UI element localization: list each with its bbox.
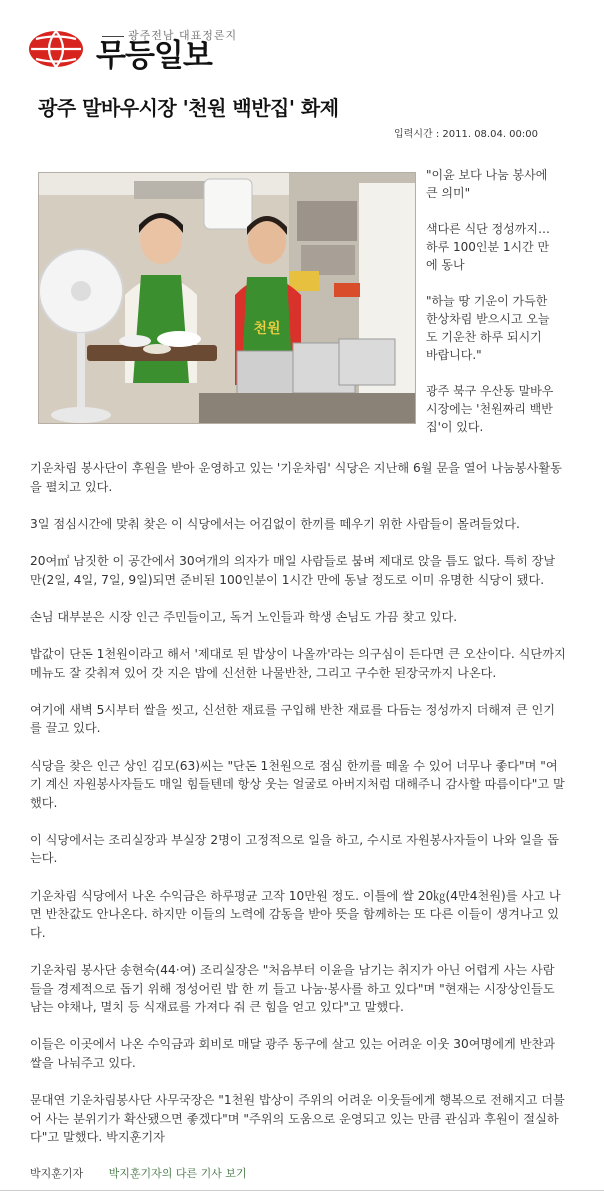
byline-author: 박지훈기자 (30, 1167, 84, 1180)
article-timestamp: 입력시간 : 2011. 08.04. 00:00 (394, 129, 538, 140)
article-paragraph: 밥값이 단돈 1천원이라고 해서 '제대로 된 밥상이 나올까'라는 의구심이 든다면 큰 오산이다. 식단까지 메뉴도 잘 갖춰져 있어 갓 지은 밥에 신선한 나물반찬, 그리고 구수한 된장국까지 나온다. (30, 646, 566, 680)
article-sidebar (426, 166, 554, 454)
more-articles-link[interactable]: 박지훈기자의 다른 기사 보기 (108, 1167, 247, 1180)
photo-illustration (39, 173, 416, 424)
sidebar-line: "이윤 보다 나눔 봉사에 큰 의미" (426, 168, 548, 200)
article-paragraph: 기운차림 봉사단이 후원을 받아 운영하고 있는 '기운차림' 식당은 지난해 6월 문을 열어 나눔봉사활동을 펼치고 있다. (30, 461, 562, 494)
paper-name[interactable]: 무등일보 (96, 38, 212, 74)
article-photo (38, 172, 416, 424)
bottom-divider (0, 1190, 604, 1191)
masthead (28, 26, 288, 76)
sidebar-line: "하늘 땅 기운이 가득한 한상차림 받으시고 오늘도 기운찬 하루 되시기 바랍니다." (426, 294, 550, 362)
article-paragraph: 손님 대부분은 시장 인근 주민들이고, 독거 노인들과 학생 손님도 가끔 찾고 있다. (30, 609, 458, 624)
tagline-dash (102, 36, 124, 37)
article-headline: 광주 말바우시장 '천원 백반집' 화제 (38, 96, 339, 120)
sidebar-line: 광주 북구 우산동 말바우 시장에는 '천원짜리 백반집'이 있다. (426, 384, 554, 434)
tagline-text: 광주전남 대표정론지 (128, 29, 238, 42)
article-paragraph: 20여㎡ 남짓한 이 공간에서 30여개의 의자가 매일 사람들로 붐벼 제대로 앉을 틈도 없다. 특히 장날만(2일, 4일, 7일, 9일)되면 준비된 100인분이 1시간 만에 동날 정도로 이미 유명한 식당이 됐다. (30, 553, 556, 587)
sidebar-line: 색다른 식단 정성까지… 하루 100인분 1시간 만에 동나 (426, 222, 550, 272)
article-paragraph: 여기에 새벽 5시부터 쌀을 씻고, 신선한 재료를 구입해 반찬 재료를 다듬는 정성까지 더해져 큰 인기를 끌고 있다. (30, 702, 556, 736)
article-paragraph: 식당을 찾은 인근 상인 김모(63)씨는 "단돈 1천원으로 점심 한끼를 떼울 수 있어 너무나 좋다"며 "여기 계신 자원봉사자들도 매일 힘들텐데 항상 웃는 얼굴로 아버지처럼 대해주니 감사할 따름이다"고 말했다. (30, 758, 565, 810)
globe-logo-icon[interactable] (28, 30, 84, 68)
article-paragraph: 이들은 이곳에서 나온 수익금과 회비로 매달 광주 동구에 살고 있는 어려운 이웃 30여명에게 반찬과 쌀을 나눠주고 있다. (30, 1037, 556, 1070)
article-paragraph: 기운차림 봉사단 송현숙(44·여) 조리실장은 "처음부터 이윤을 남기는 취지가 아닌 어렵게 사는 사람들을 경제적으로 돕기 위해 정성어린 밥 한 끼 들고 나눔·봉사를 하고 있다"며 "현재는 시장상인들도 남는 야채나, 멸치 등 식재료를 가져다 줘 큰 힘을 얻고 있다"고 말했다. (30, 963, 555, 1015)
article-body (30, 459, 566, 1166)
article-paragraph: 기운차림 식당에서 나온 수익금은 하루평균 고작 10만원 정도. 이틀에 쌀 20㎏(4만4천원)를 사고 나면 반찬값도 안나온다. 하지만 이들의 노력에 감동을 받아 뜻을 함께하는 또 다른 이들이 생겨나고 있다. (30, 888, 561, 940)
article-byline (30, 1165, 247, 1181)
article-paragraph: 3일 점심시간에 맞춰 찾은 이 식당에서는 어김없이 한끼를 떼우기 위한 사람들이 몰려들었다. (30, 516, 520, 531)
article-paragraph: 문대연 기운차림봉사단 사무국장은 "1천원 밥상이 주위의 어려운 이웃들에게 행복으로 전해지고 더불어 사는 분위기가 확산됐으면 좋겠다"며 "주위의 도움으로 운영되고 있는 만큼 관심과 후원이 절실하다"고 말했다. 박지훈기자 (30, 1093, 565, 1145)
article-paragraph: 이 식당에서는 조리실장과 부실장 2명이 고정적으로 일을 하고, 수시로 자원봉사자들이 나와 일을 돕는다. (30, 832, 560, 866)
apron-text: 천원 (253, 321, 281, 337)
